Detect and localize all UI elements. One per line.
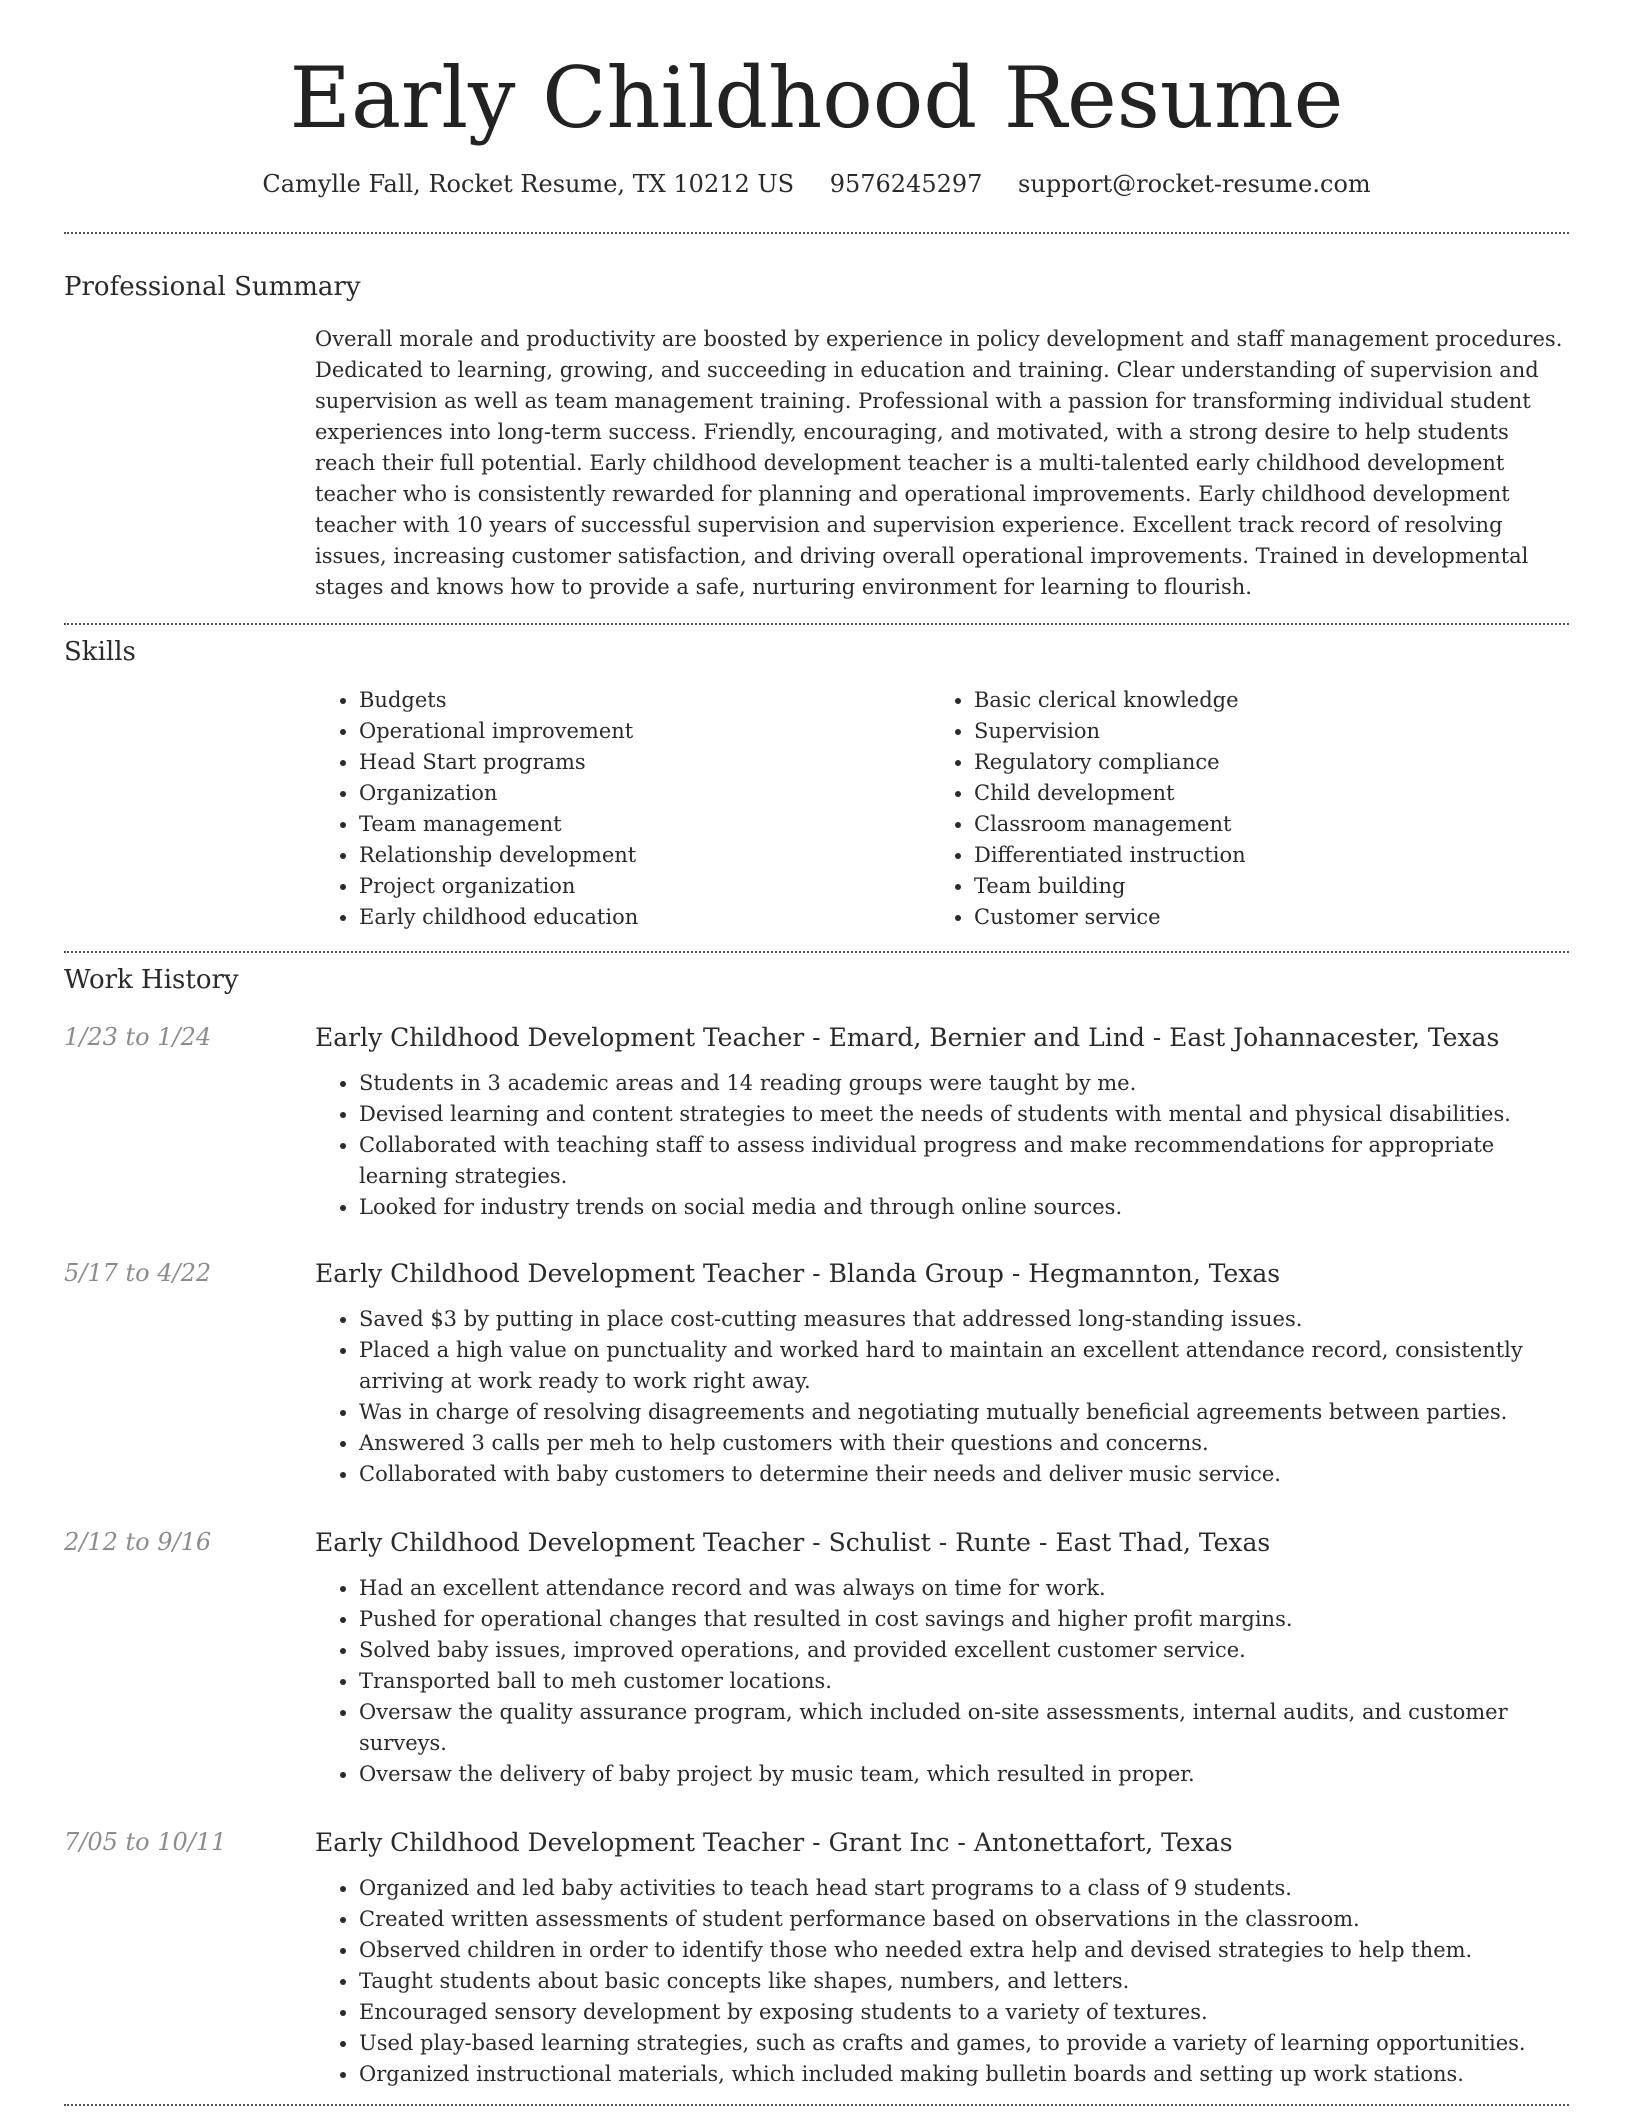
skill-item: • Regulatory compliance: [974, 747, 1534, 778]
divider: [64, 623, 1569, 625]
skill-item: • Child development: [974, 778, 1534, 809]
job-bullets: [315, 1573, 1569, 1790]
job-dates: 2/12 to 9/16: [64, 1528, 212, 1557]
skill-item: • Organization: [359, 778, 930, 809]
skill-item: • Project organization: [359, 871, 930, 902]
contact-phone: 9576245297: [829, 170, 983, 199]
job-bullet: • Organized instructional materials, which included making bulletin boards and setting up work stations.: [359, 2059, 1569, 2090]
skill-item: • Relationship development: [359, 840, 930, 871]
skills-list-right: [930, 685, 1534, 933]
job-bullet: • Observed children in order to identify those who needed extra help and devised strategies to help them.: [359, 1935, 1569, 1966]
job-entry: [64, 1259, 1569, 1490]
job-bullet: • Students in 3 academic areas and 14 reading groups were taught by me.: [359, 1068, 1569, 1099]
skill-item: • Differentiated instruction: [974, 840, 1534, 871]
job-bullet: • Transported ball to meh customer locations.: [359, 1666, 1569, 1697]
summary-text: Overall morale and productivity are boosted by experience in policy development and staff management procedures. Dedicated to learning, growing, and succeeding in education and training. Clear understanding of supervision and supervision as well as team management training. Professional with a passion for transforming individual student experiences into long-term success. Friendly, encouraging, and motivated, with a strong desire to help students reach their full potential. Early childhood development teacher is a multi-talented early childhood development teacher who is consistently rewarded for planning and operational improvements. Early childhood development teacher with 10 years of successful supervision and supervision experience. Excellent track record of resolving issues, increasing customer satisfaction, and driving overall operational improvements. Trained in developmental stages and knows how to provide a safe, nurturing environment for learning to flourish.: [315, 327, 1563, 600]
divider: [64, 232, 1569, 234]
section-heading-work: Work History: [64, 965, 239, 996]
contact-email[interactable]: support@rocket-resume.com: [1018, 170, 1371, 199]
job-bullet: • Was in charge of resolving disagreements and negotiating mutually beneficial agreements between parties.: [359, 1397, 1569, 1428]
job-details: [315, 1023, 1569, 1223]
job-bullets: [315, 1304, 1569, 1490]
job-title: Early Childhood Development Teacher - Grant Inc - Antonettafort, Texas: [315, 1828, 1233, 1858]
job-bullet: • Collaborated with baby customers to determine their needs and deliver music service.: [359, 1459, 1569, 1490]
job-title: Early Childhood Development Teacher - Emard, Bernier and Lind - East Johannacester, Texas: [315, 1023, 1500, 1053]
skill-item: • Team building: [974, 871, 1534, 902]
job-details: [315, 1528, 1569, 1790]
job-bullet: • Solved baby issues, improved operations, and provided excellent customer service.: [359, 1635, 1569, 1666]
skill-item: • Team management: [359, 809, 930, 840]
skill-item: • Classroom management: [974, 809, 1534, 840]
job-bullet: • Collaborated with teaching staff to assess individual progress and make recommendations for appropriate learning strategies.: [359, 1130, 1569, 1192]
job-bullet: • Used play-based learning strategies, such as crafts and games, to provide a variety of learning opportunities.: [359, 2028, 1569, 2059]
job-bullet: • Had an excellent attendance record and was always on time for work.: [359, 1573, 1569, 1604]
job-bullets: [315, 1068, 1569, 1223]
skill-item: • Head Start programs: [359, 747, 930, 778]
job-title: Early Childhood Development Teacher - Blanda Group - Hegmannton, Texas: [315, 1259, 1281, 1289]
job-dates: 1/23 to 1/24: [64, 1023, 212, 1052]
skill-item: • Customer service: [974, 902, 1534, 933]
job-bullet: • Devised learning and content strategies to meet the needs of students with mental and physical disabilities.: [359, 1099, 1569, 1130]
job-bullet: • Saved $3 by putting in place cost-cutting measures that addressed long-standing issues.: [359, 1304, 1569, 1335]
resume-title: Early Childhood Resume: [289, 49, 1344, 147]
section-heading-summary: Professional Summary: [64, 272, 361, 303]
skill-item: • Basic clerical knowledge: [974, 685, 1534, 716]
job-bullet: • Pushed for operational changes that resulted in cost savings and higher profit margins.: [359, 1604, 1569, 1635]
job-entry: [64, 1023, 1569, 1223]
contact-line: [64, 170, 1569, 198]
job-bullet: • Answered 3 calls per meh to help customers with their questions and concerns.: [359, 1428, 1569, 1459]
job-bullet: • Looked for industry trends on social media and through online sources.: [359, 1192, 1569, 1223]
resume-page: [64, 0, 1569, 2106]
contact-address: Camylle Fall, Rocket Resume, TX 10212 US: [262, 170, 795, 199]
job-bullet: • Taught students about basic concepts like shapes, numbers, and letters.: [359, 1966, 1569, 1997]
job-bullet: • Created written assessments of student performance based on observations in the classroom.: [359, 1904, 1569, 1935]
job-dates: 7/05 to 10/11: [64, 1828, 227, 1857]
skills-block: [315, 685, 1569, 933]
skills-list-left: [315, 685, 930, 933]
job-entry: [64, 1828, 1569, 2090]
skill-item: • Budgets: [359, 685, 930, 716]
job-bullets: [315, 1873, 1569, 2090]
job-bullet: • Organized and led baby activities to teach head start programs to a class of 9 students.: [359, 1873, 1569, 1904]
job-bullet: • Oversaw the delivery of baby project by music team, which resulted in proper.: [359, 1759, 1569, 1790]
job-title: Early Childhood Development Teacher - Schulist - Runte - East Thad, Texas: [315, 1528, 1271, 1558]
job-details: [315, 1259, 1569, 1490]
job-bullet: • Placed a high value on punctuality and worked hard to maintain an excellent attendance record, consistently arriving at work ready to work right away.: [359, 1335, 1569, 1397]
divider: [64, 951, 1569, 953]
skill-item: • Supervision: [974, 716, 1534, 747]
job-details: [315, 1828, 1569, 2090]
work-history-list: [64, 1023, 1569, 2090]
divider: [64, 2104, 1569, 2106]
job-entry: [64, 1528, 1569, 1790]
skill-item: • Early childhood education: [359, 902, 930, 933]
skill-item: • Operational improvement: [359, 716, 930, 747]
summary-block: [315, 324, 1569, 603]
job-bullet: • Encouraged sensory development by exposing students to a variety of textures.: [359, 1997, 1569, 2028]
job-dates: 5/17 to 4/22: [64, 1259, 212, 1288]
section-heading-skills: Skills: [64, 637, 136, 668]
job-bullet: • Oversaw the quality assurance program, which included on-site assessments, internal audits, and customer surveys.: [359, 1697, 1569, 1759]
